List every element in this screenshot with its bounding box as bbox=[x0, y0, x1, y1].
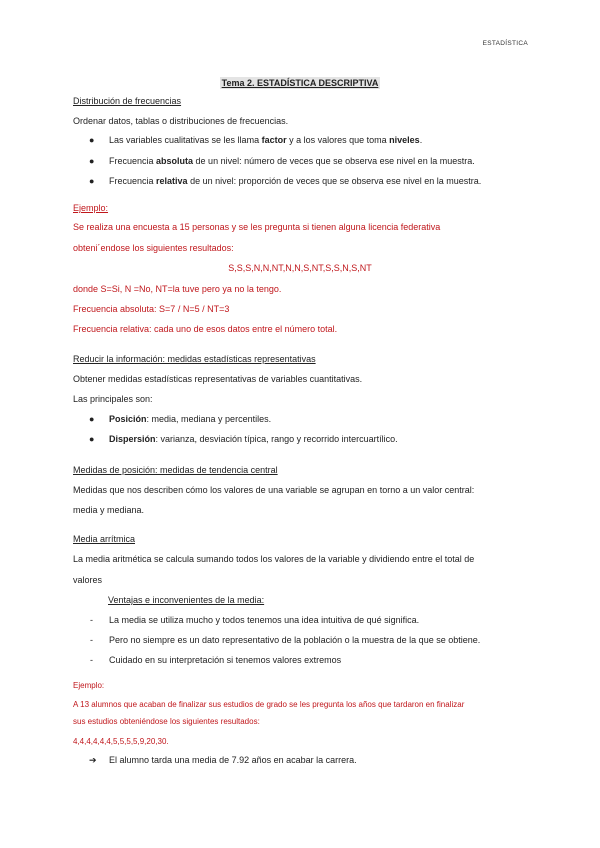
example-text: obteni´endose los siguientes resultados: bbox=[73, 243, 234, 253]
section-heading-media: Media arrítmica bbox=[73, 534, 136, 544]
example-text: Frecuencia relativa: cada uno de esos datos entre el número total. bbox=[73, 324, 338, 334]
conclusion-text: El alumno tarda una media de 7.92 años en acabar la carrera. bbox=[109, 755, 357, 765]
dash-item: Cuidado en su interpretación si tenemos valores extremos bbox=[109, 655, 342, 665]
example-data: 4,4,4,4,4,4,5,5,5,5,9,20,30. bbox=[73, 737, 169, 746]
running-header: ESTADÍSTICA bbox=[482, 40, 528, 47]
paragraph: media y mediana. bbox=[73, 505, 145, 515]
paragraph: Las principales son: bbox=[73, 394, 153, 404]
dash-marker: - bbox=[90, 655, 93, 665]
paragraph: La media aritmética se calcula sumando todos los valores de la variable y dividiendo entre el total de bbox=[73, 554, 475, 564]
example-text: donde S=Si, N =No, NT=la tuve pero ya no la tengo. bbox=[73, 284, 282, 294]
example-text: sus estudios obteniéndose los siguientes resultados: bbox=[73, 717, 260, 726]
page-title bbox=[0, 73, 600, 91]
example-text: Se realiza una encuesta a 15 personas y se les pregunta si tienen alguna licencia federativa bbox=[73, 222, 441, 232]
paragraph: Medidas que nos describen cómo los valores de una variable se agrupan en torno a un valor central: bbox=[73, 485, 475, 495]
example-label: Ejemplo: bbox=[73, 203, 109, 213]
title-text: Tema 2. ESTADÍSTICA DESCRIPTIVA bbox=[221, 78, 379, 88]
section-heading-frecuencias: Distribución de frecuencias bbox=[73, 96, 182, 106]
paragraph: valores bbox=[73, 575, 103, 585]
bullet-icon: ● bbox=[89, 156, 95, 166]
example-data: S,S,S,N,N,NT,N,N,S,NT,S,S,N,S,NT bbox=[228, 263, 372, 273]
dash-item: La media se utiliza mucho y todos tenemos una idea intuitiva de qué significa. bbox=[109, 615, 420, 625]
section-heading-posicion: Medidas de posición: medidas de tendencia central bbox=[73, 465, 278, 475]
section-heading-reducir: Reducir la información: medidas estadísticas representativas bbox=[73, 354, 316, 364]
bullet-text: Dispersión: varianza, desviación típica, rango y recorrido intercuartílico. bbox=[109, 434, 398, 444]
bullet-text: Frecuencia relativa de un nivel: proporción de veces que se observa ese nivel en la muestra. bbox=[109, 176, 482, 186]
paragraph: Obtener medidas estadísticas representativas de variables cuantitativas. bbox=[73, 374, 363, 384]
example-text: A 13 alumnos que acaban de finalizar sus estudios de grado se les pregunta los años que tardaron en finalizar bbox=[73, 700, 465, 709]
bullet-icon: ● bbox=[89, 414, 95, 424]
dash-marker: - bbox=[90, 615, 93, 625]
subheading-ventajas: Ventajas e inconvenientes de la media: bbox=[108, 595, 265, 605]
arrow-icon: ➔ bbox=[89, 755, 97, 765]
paragraph: Ordenar datos, tablas o distribuciones de frecuencias. bbox=[73, 116, 289, 126]
bullet-text: Las variables cualitativas se les llama factor y a los valores que toma niveles. bbox=[109, 135, 423, 145]
dash-item: Pero no siempre es un dato representativo de la población o la muestra de la que se obtiene. bbox=[109, 635, 481, 645]
bullet-text: Frecuencia absoluta de un nivel: número de veces que se observa ese nivel en la muestra. bbox=[109, 156, 475, 166]
bullet-icon: ● bbox=[89, 434, 95, 444]
example-text: Frecuencia absoluta: S=7 / N=5 / NT=3 bbox=[73, 304, 230, 314]
dash-marker: - bbox=[90, 635, 93, 645]
example-label: Ejemplo: bbox=[73, 681, 105, 690]
bullet-icon: ● bbox=[89, 135, 95, 145]
bullet-icon: ● bbox=[89, 176, 95, 186]
bullet-text: Posición: media, mediana y percentiles. bbox=[109, 414, 272, 424]
